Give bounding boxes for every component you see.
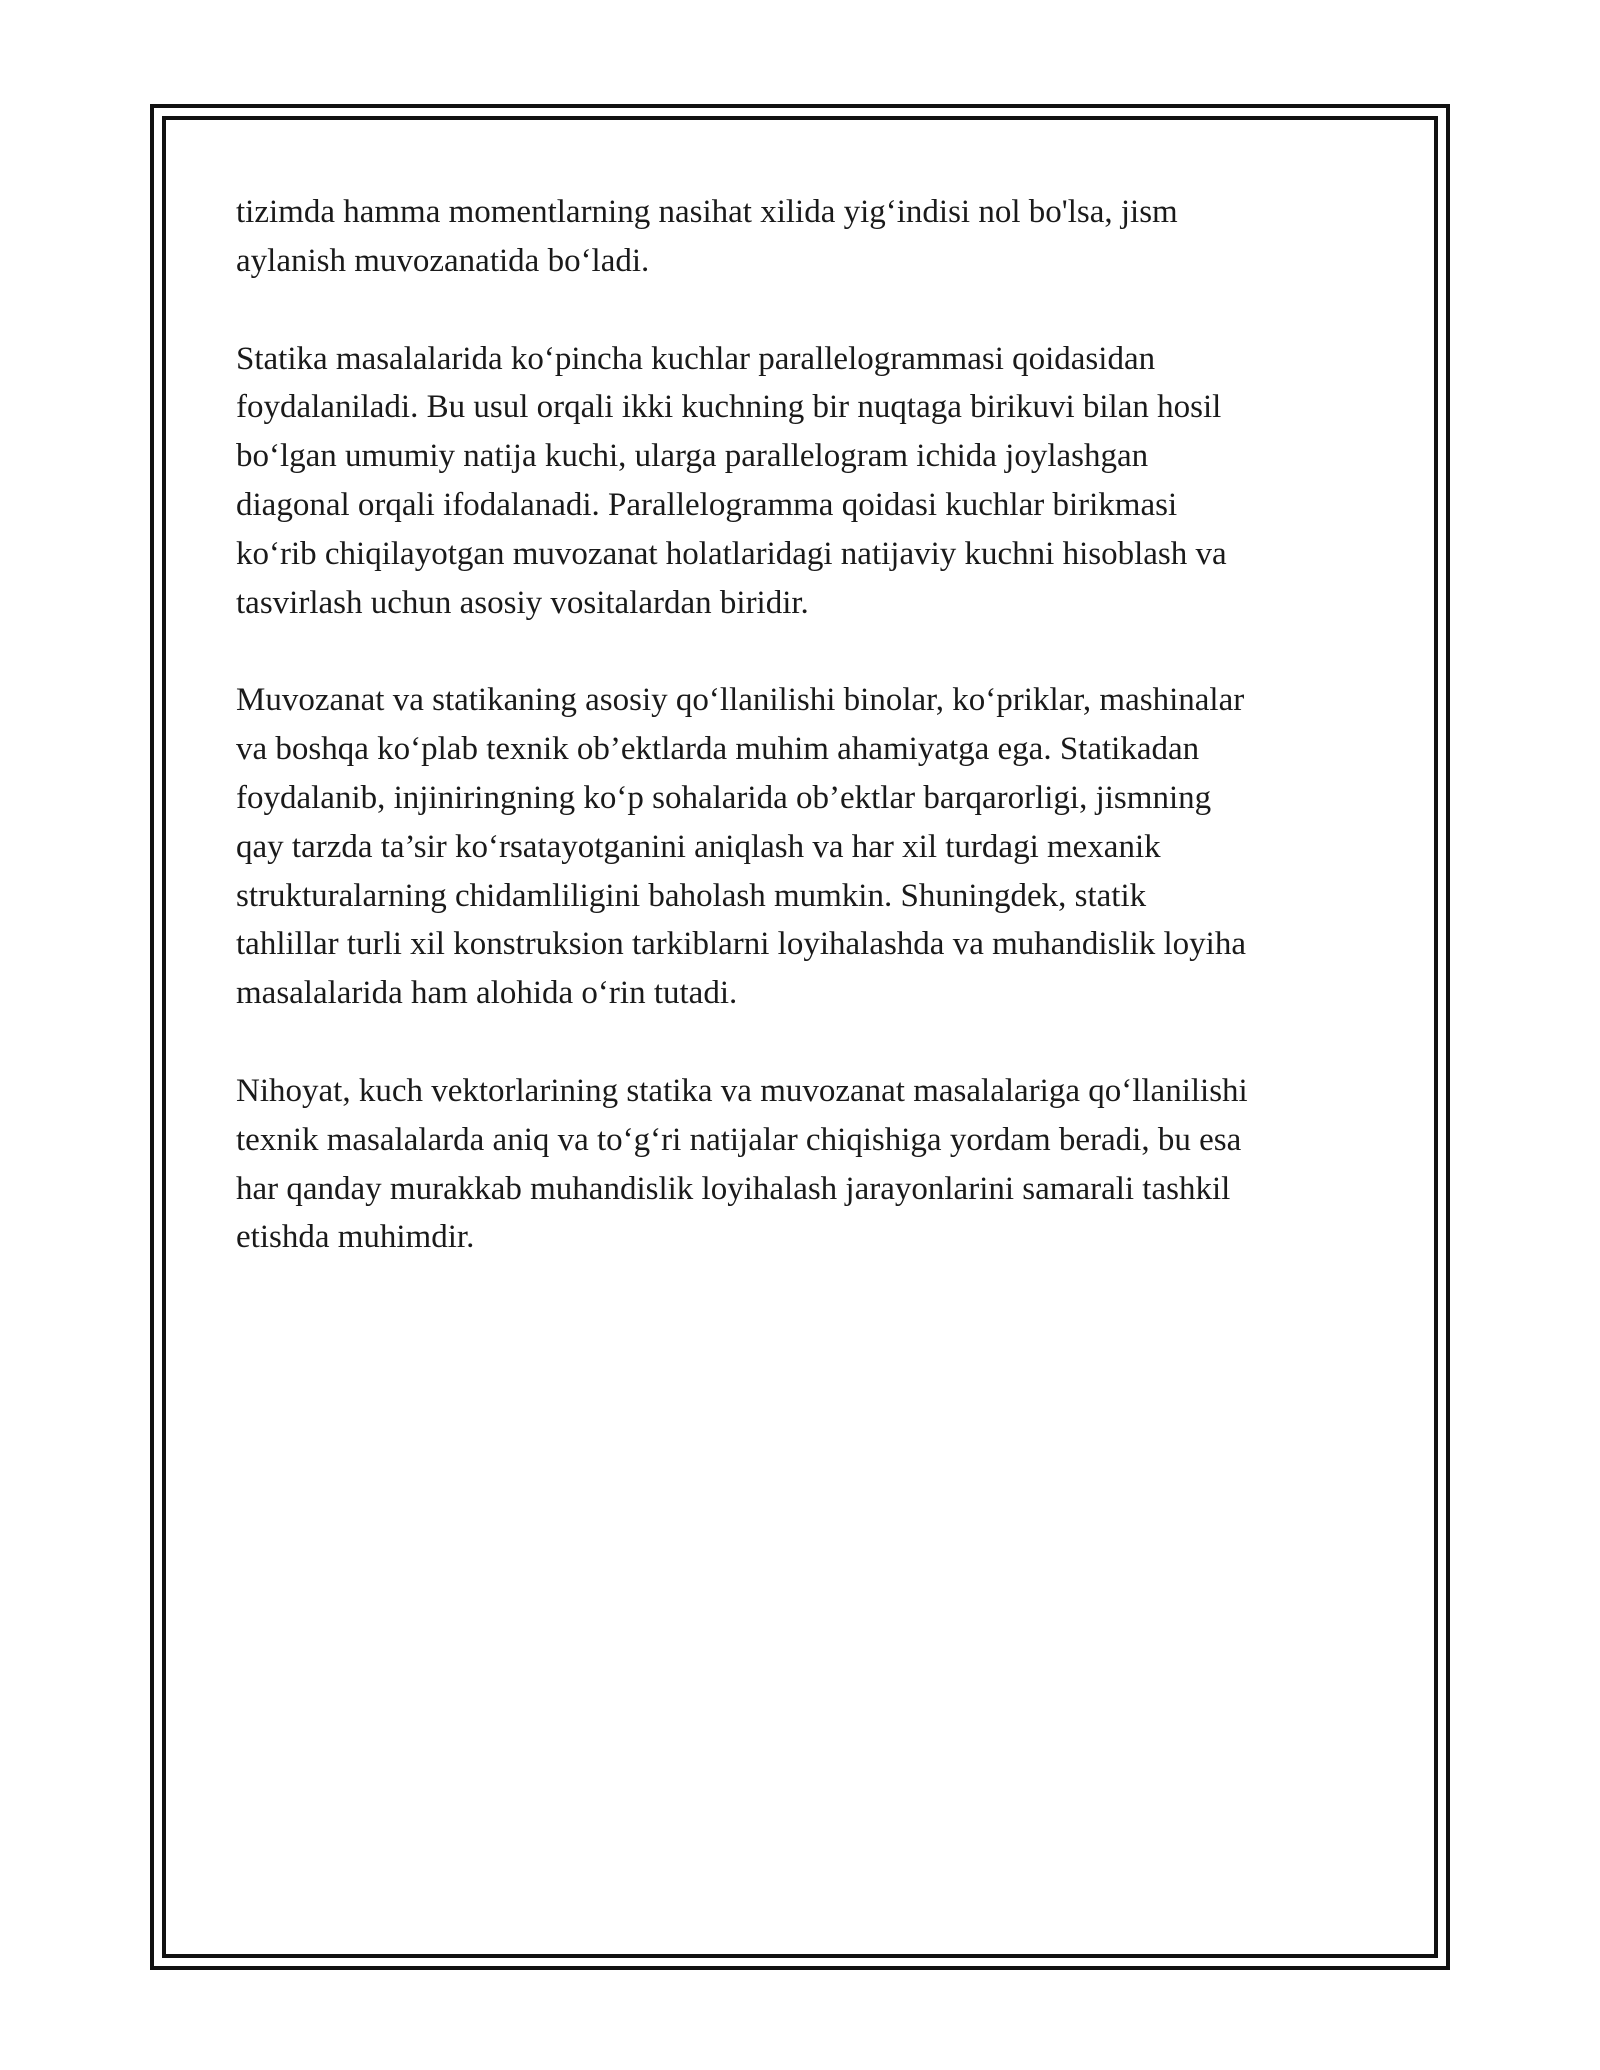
text-line: Statika masalalarida ko‘pincha kuchlar parallelogrammasi qoidasidan <box>236 340 1156 377</box>
text-line: tasvirlash uchun asosiy vositalardan biridir. <box>236 584 809 621</box>
paragraph-rotational-equilibrium <box>236 188 1376 286</box>
text-line: Muvozanat va statikaning asosiy qo‘llanilishi binolar, ko‘priklar, mashinalar <box>236 682 1245 719</box>
text-line: Nihoyat, kuch vektorlarining statika va muvozanat masalalariga qo‘llanilishi <box>236 1072 1248 1109</box>
text-line: va boshqa ko‘plab texnik ob’ektlarda muhim ahamiyatga ega. Statikadan <box>236 731 1200 768</box>
text-line: ko‘rib chiqilayotgan muvozanat holatlaridagi natijaviy kuchni hisoblash va <box>236 535 1227 572</box>
text-line: etishda muhimdir. <box>236 1219 475 1256</box>
text-line: tahlillar turli xil konstruksion tarkiblarni loyihalashda va muhandislik loyiha <box>236 926 1246 963</box>
text-line: aylanish muvozanatida bo‘ladi. <box>236 242 650 279</box>
paragraph-parallelogram-rule <box>236 335 1376 628</box>
text-line: foydalanib, injiniringning ko‘p sohalarida ob’ektlar barqarorligi, jismning <box>236 779 1212 816</box>
text-line: strukturalarning chidamliligini baholash mumkin. Shuningdek, statik <box>236 877 1147 914</box>
paragraph-conclusion <box>236 1067 1376 1262</box>
text-line: har qanday murakkab muhandislik loyihalash jarayonlarini samarali tashkil <box>236 1170 1231 1207</box>
text-line: tizimda hamma momentlarning nasihat xilida yig‘indisi nol bo'lsa, jism <box>236 194 1178 230</box>
document-body <box>236 188 1376 1311</box>
text-line: masalalarida ham alohida o‘rin tutadi. <box>236 975 738 1012</box>
text-line: diagonal orqali ifodalanadi. Parallelogramma qoidasi kuchlar birikmasi <box>236 486 1178 523</box>
paragraph-statics-applications <box>236 676 1376 1018</box>
text-line: qay tarzda ta’sir ko‘rsatayotganini aniqlash va har xil turdagi mexanik <box>236 828 1161 865</box>
text-line: texnik masalalarda aniq va to‘g‘ri natijalar chiqishiga yordam beradi, bu esa <box>236 1121 1242 1158</box>
text-line: bo‘lgan umumiy natija kuchi, ularga parallelogram ichida joylashgan <box>236 438 1149 475</box>
text-line: foydalaniladi. Bu usul orqali ikki kuchning bir nuqtaga birikuvi bilan hosil <box>236 389 1222 426</box>
